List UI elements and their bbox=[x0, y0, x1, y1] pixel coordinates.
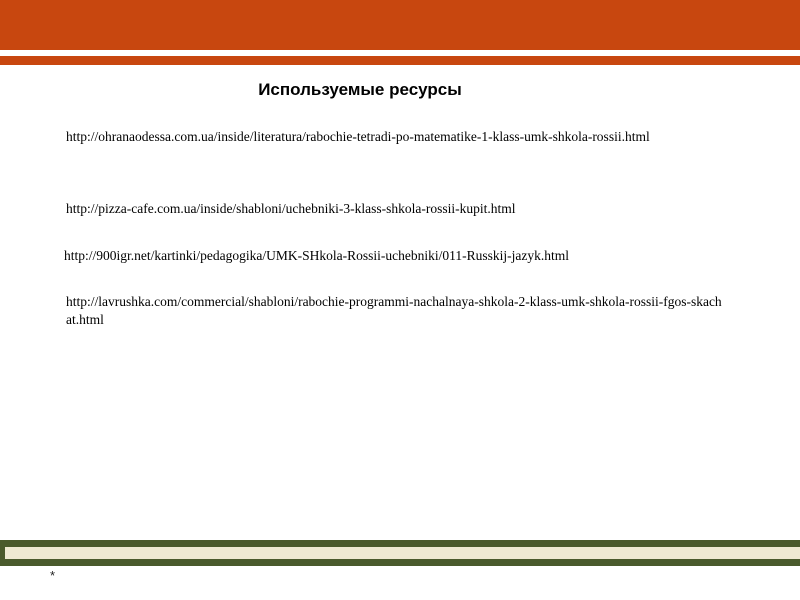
header-band bbox=[0, 0, 800, 50]
page-title bbox=[0, 80, 720, 100]
footer-mark: * bbox=[50, 568, 56, 583]
footer-band-inner bbox=[5, 547, 800, 559]
resource-link-3[interactable]: http://900igr.net/kartinki/pedagogika/UMK-SHkola-Rossii-uchebniki/011-Russkij-jazyk.html bbox=[64, 248, 569, 263]
header-stripe bbox=[0, 56, 800, 65]
resource-link-1[interactable]: http://ohranaodessa.com.ua/inside/literatura/rabochie-tetradi-po-matematike-1-klass-umk-shkola-rossii.html bbox=[66, 129, 650, 144]
page-title-text: Используемые ресурсы bbox=[258, 80, 462, 99]
resource-link-4[interactable]: http://lavrushka.com/commercial/shabloni/rabochie-programmi-nachalnaya-shkola-2-klass-umk-shkola-rossii-fgos-skachat.html bbox=[66, 294, 722, 327]
resource-link-2[interactable]: http://pizza-cafe.com.ua/inside/shabloni/uchebniki-3-klass-shkola-rossii-kupit.html bbox=[66, 201, 516, 216]
